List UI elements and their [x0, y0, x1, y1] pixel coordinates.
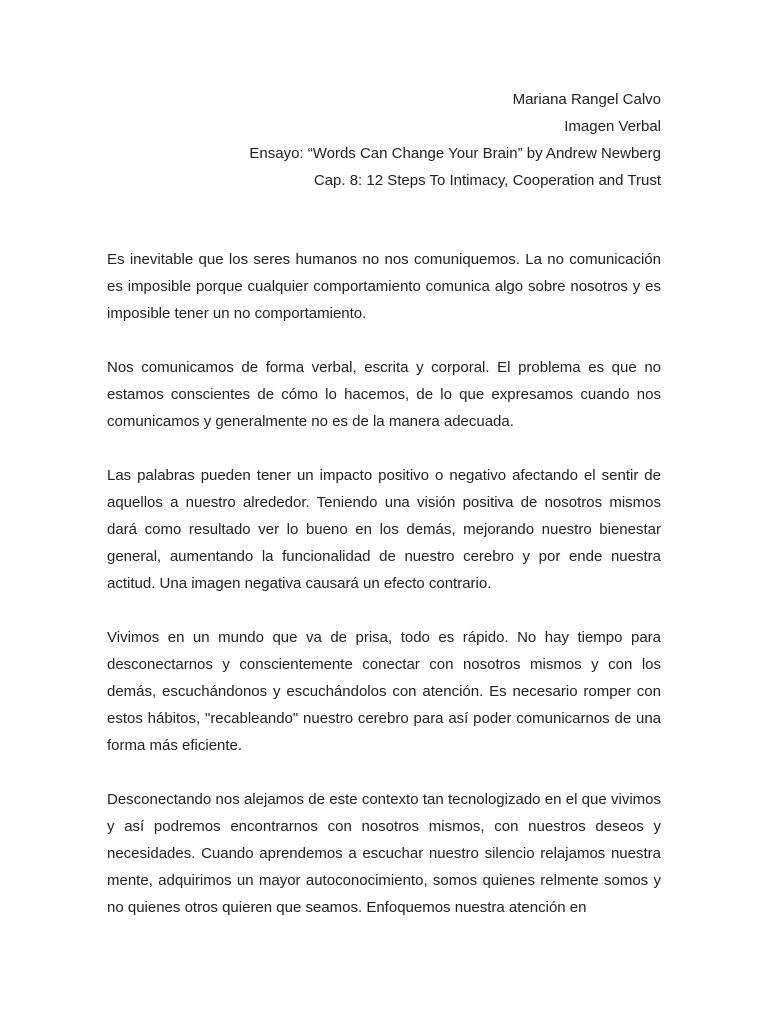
paragraph: Nos comunicamos de forma verbal, escrita y corporal. El problema es que no estamos conscientes de cómo lo hacemos, de lo que expresamos cuando nos comunicamos y generalmente no es de la manera adecuada.: [107, 359, 661, 430]
paragraph: Es inevitable que los seres humanos no nos comuniquemos. La no comunicación es imposible porque cualquier comportamiento comunica algo sobre nosotros y es imposible tener un no comportamiento.: [107, 251, 661, 322]
document-body: [107, 246, 661, 921]
document-header: [249, 86, 661, 194]
essay-title: Ensayo: “Words Can Change Your Brain” by Andrew Newberg: [249, 145, 661, 162]
paragraph: Las palabras pueden tener un impacto positivo o negativo afectando el sentir de aquellos a nuestro alrededor. Teniendo una visión positiva de nosotros mismos dará como resultado ver lo bueno en los demás, mejorando nuestro bienestar general, aumentando la funcionalidad de nuestro cerebro y por ende nuestra actitud. Una imagen negativa causará un efecto contrario.: [107, 467, 661, 592]
author-name: Mariana Rangel Calvo: [512, 91, 661, 108]
paragraph: Vivimos en un mundo que va de prisa, todo es rápido. No hay tiempo para desconectarnos y conscientemente conectar con nosotros mismos y con los demás, escuchándonos y escuchándolos con atención. Es necesario romper con estos hábitos, "recableando" nuestro cerebro para así poder comunicarnos de una forma más eficiente.: [107, 629, 661, 754]
chapter-title: Cap. 8: 12 Steps To Intimacy, Cooperation and Trust: [313, 172, 661, 189]
course-name: Imagen Verbal: [564, 118, 661, 135]
paragraph: Desconectando nos alejamos de este contexto tan tecnologizado en el que vivimos y así podremos encontrarnos con nosotros mismos, con nuestros deseos y necesidades. Cuando aprendemos a escuchar nuestro silencio relajamos nuestra mente, adquirimos un mayor autoconocimiento, somos quienes relmente somos y no quienes otros quieren que seamos. Enfoquemos nuestra atención en: [107, 791, 661, 916]
